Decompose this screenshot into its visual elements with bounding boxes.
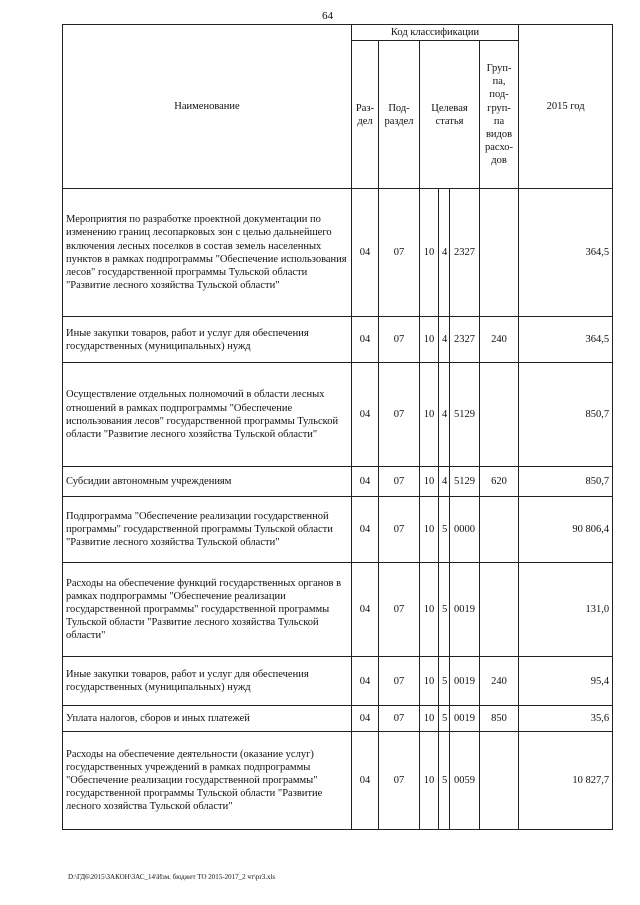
row-target-code: 0059 <box>450 732 480 830</box>
table-row <box>63 563 613 657</box>
page-number: 64 <box>322 10 333 22</box>
row-target-program: 10 <box>420 706 439 732</box>
row-target-program: 10 <box>420 363 439 467</box>
row-target-program: 10 <box>420 563 439 657</box>
row-target-subprogram: 4 <box>439 189 450 317</box>
row-expense-group <box>480 363 519 467</box>
row-expense-group <box>480 732 519 830</box>
row-section: 04 <box>352 189 379 317</box>
row-amount: 364,5 <box>519 189 613 317</box>
row-name: Мероприятия по разработке проектной документации по изменению границ лесопарковых зон с целью дальнейшего включения лесных поселков в состав земель населенных пунктов в рамках подпрограммы "Обеспечение использования лесов" государственной программы Тульской области "Развитие лесного хозяйства Тульской области" <box>63 189 352 317</box>
header-year: 2015 год <box>519 25 613 189</box>
row-name: Иные закупки товаров, работ и услуг для обеспечения государственных (муниципальных) нужд <box>63 317 352 363</box>
row-target-program: 10 <box>420 497 439 563</box>
row-name: Расходы на обеспечение деятельности (оказание услуг) государственных учреждений в рамках подпрограммы "Обеспечение реализации государственной программы" государственной программы Тульской области "Развитие лесного хозяйства Тульской области" <box>63 732 352 830</box>
row-subsection: 07 <box>379 563 420 657</box>
row-target-code: 0019 <box>450 706 480 732</box>
table-row <box>63 363 613 467</box>
header-section: Раз- дел <box>352 41 379 189</box>
row-amount: 850,7 <box>519 363 613 467</box>
budget-table <box>62 24 613 830</box>
row-amount: 95,4 <box>519 657 613 706</box>
header-classification: Код классификации <box>352 25 519 41</box>
row-subsection: 07 <box>379 706 420 732</box>
row-subsection: 07 <box>379 467 420 497</box>
row-expense-group <box>480 189 519 317</box>
row-target-program: 10 <box>420 657 439 706</box>
row-name: Осуществление отдельных полномочий в области лесных отношений в рамках подпрограммы "Обеспечение использования лесов" государственной программы Тульской области "Развитие лесного хозяйства Тульской области" <box>63 363 352 467</box>
row-target-code: 2327 <box>450 189 480 317</box>
row-target-program: 10 <box>420 732 439 830</box>
row-target-subprogram: 5 <box>439 563 450 657</box>
row-target-code: 2327 <box>450 317 480 363</box>
row-target-subprogram: 5 <box>439 706 450 732</box>
row-name: Субсидии автономным учреждениям <box>63 467 352 497</box>
row-section: 04 <box>352 732 379 830</box>
table-row <box>63 497 613 563</box>
row-target-code: 0019 <box>450 563 480 657</box>
row-expense-group: 620 <box>480 467 519 497</box>
row-section: 04 <box>352 706 379 732</box>
row-expense-group: 240 <box>480 317 519 363</box>
row-subsection: 07 <box>379 189 420 317</box>
row-target-code: 0000 <box>450 497 480 563</box>
row-target-subprogram: 4 <box>439 467 450 497</box>
file-path-footer: D:\ГД6\2015\ЗАКОН\ЗАС_14\Изм. бюджет ТО 2015-2017_2 чт\pr3.xls <box>68 873 276 881</box>
row-target-program: 10 <box>420 467 439 497</box>
row-subsection: 07 <box>379 363 420 467</box>
row-amount: 131,0 <box>519 563 613 657</box>
row-section: 04 <box>352 467 379 497</box>
row-subsection: 07 <box>379 497 420 563</box>
row-subsection: 07 <box>379 732 420 830</box>
header-target-article: Целевая статья <box>420 41 480 189</box>
row-target-program: 10 <box>420 317 439 363</box>
table-row <box>63 657 613 706</box>
row-target-code: 5129 <box>450 363 480 467</box>
row-amount: 850,7 <box>519 467 613 497</box>
row-section: 04 <box>352 363 379 467</box>
row-amount: 10 827,7 <box>519 732 613 830</box>
row-target-subprogram: 4 <box>439 317 450 363</box>
row-expense-group: 240 <box>480 657 519 706</box>
row-target-subprogram: 5 <box>439 657 450 706</box>
header-name: Наименование <box>63 25 352 189</box>
row-name: Расходы на обеспечение функций государственных органов в рамках подпрограммы "Обеспечение реализации государственной программы" государственной программы Тульской области "Развитие лесного хозяйства Тульской области" <box>63 563 352 657</box>
table-row <box>63 317 613 363</box>
row-expense-group <box>480 563 519 657</box>
row-subsection: 07 <box>379 657 420 706</box>
row-target-code: 5129 <box>450 467 480 497</box>
row-subsection: 07 <box>379 317 420 363</box>
row-target-code: 0019 <box>450 657 480 706</box>
header-expense-group: Груп- па, под- груп- па видов расхо- дов <box>480 41 519 189</box>
row-amount: 35,6 <box>519 706 613 732</box>
table-row <box>63 706 613 732</box>
row-section: 04 <box>352 657 379 706</box>
row-section: 04 <box>352 497 379 563</box>
table-row <box>63 189 613 317</box>
row-expense-group <box>480 497 519 563</box>
row-target-subprogram: 5 <box>439 732 450 830</box>
row-amount: 364,5 <box>519 317 613 363</box>
header-subsection: Под- раздел <box>379 41 420 189</box>
row-section: 04 <box>352 317 379 363</box>
row-name: Подпрограмма "Обеспечение реализации государственной программы" государственной программы Тульской области "Развитие лесного хозяйства Тульской области" <box>63 497 352 563</box>
table-row <box>63 732 613 830</box>
row-name: Иные закупки товаров, работ и услуг для обеспечения государственных (муниципальных) нужд <box>63 657 352 706</box>
row-target-subprogram: 4 <box>439 363 450 467</box>
row-section: 04 <box>352 563 379 657</box>
table-row <box>63 467 613 497</box>
row-expense-group: 850 <box>480 706 519 732</box>
row-target-program: 10 <box>420 189 439 317</box>
row-name: Уплата налогов, сборов и иных платежей <box>63 706 352 732</box>
row-target-subprogram: 5 <box>439 497 450 563</box>
row-amount: 90 806,4 <box>519 497 613 563</box>
